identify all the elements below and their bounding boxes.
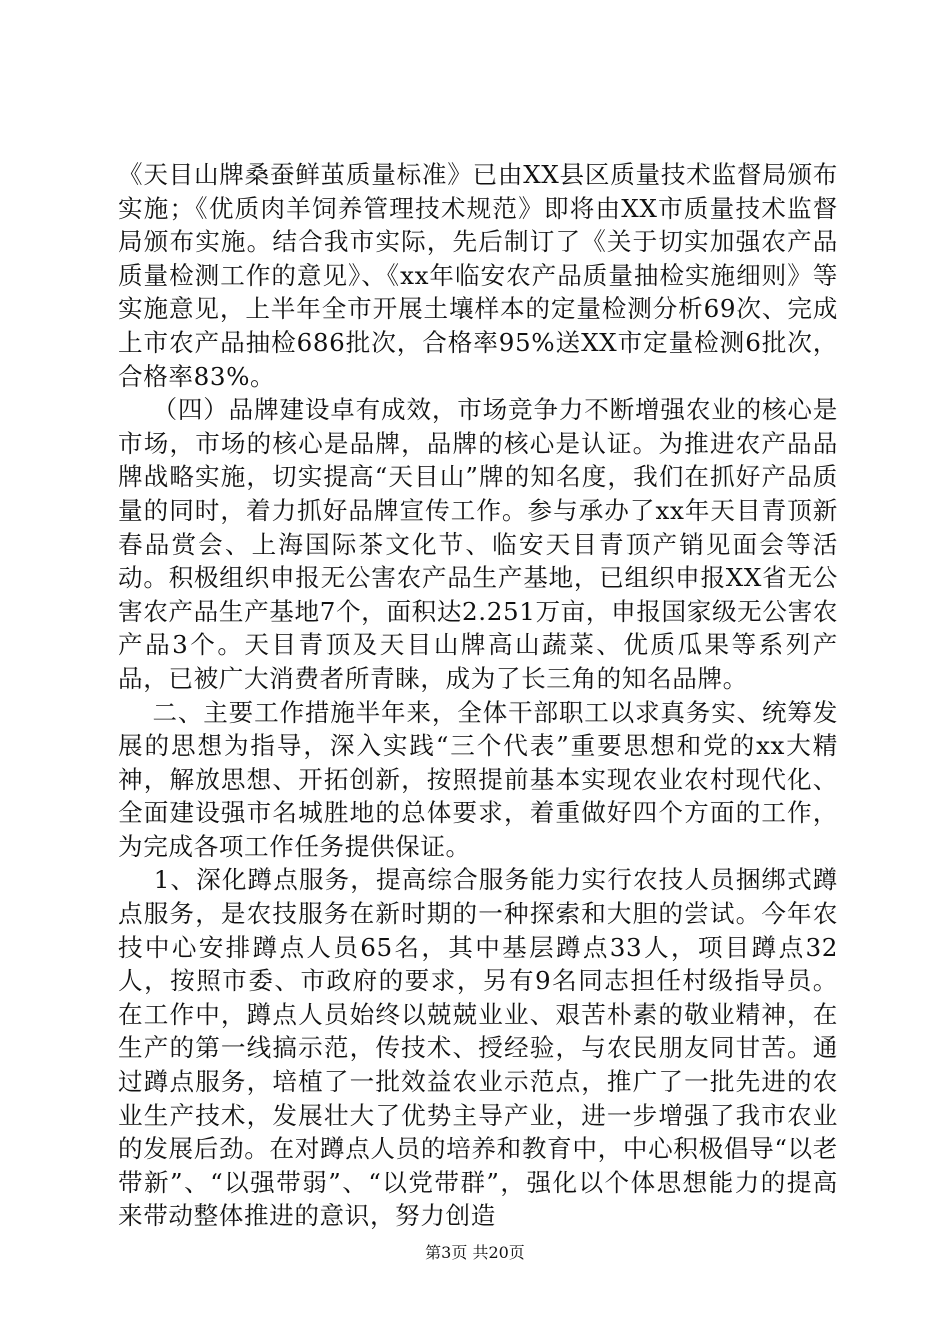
- paragraph-field-service: 1、深化蹲点服务，提高综合服务能力实行农技人员捆绑式蹲点服务，是农技服务在新时期的一种探索和大胆的尝试。今年农技中心安排蹲点人员65名，其中基层蹲点33人，项目蹲点32人，按照市委、市政府的要求，另有9名同志担任村级指导员。在工作中，蹲点人员始终以兢兢业业、艰苦朴素的敬业精神，在生产的第一线搞示范，传技术、授经验，与农民朋友同甘苦。通过蹲点服务，培植了一批效益农业示范点，推广了一批先进的农业生产技术，发展壮大了优势主导产业，进一步增强了我市农业的发展后劲。在对蹲点人员的培养和教育中，中心积极倡导“以老带新”、“以强带弱”、“以党带群”，强化以个体思想能力的提高来带动整体推进的意识，努力创造: [118, 865, 839, 1231]
- paragraph-quality-standards: 《天目山牌桑蚕鲜茧质量标准》已由XX县区质量技术监督局颁布实施；《优质肉羊饲养管理技术规范》即将由XX市质量技术监督局颁布实施。结合我市实际，先后制订了《关于切实加强农产品质量检测工作的意见》、《xx年临安农产品质量抽检实施细则》等实施意见，上半年全市开展土壤样本的定量检测分析69次、完成上市农产品抽检686批次，合格率95%送XX市定量检测6批次，合格率83%。: [118, 160, 838, 391]
- document-body: [118, 158, 838, 1233]
- paragraph-main-measures: 二、主要工作措施半年来，全体干部职工以求真务实、统筹发展的思想为指导，深入实践“三个代表”重要思想和党的xx大精神，解放思想、开拓创新，按照提前基本实现农业农村现代化、全面建设强市名城胜地的总体要求，着重做好四个方面的工作，为完成各项工作任务提供保证。: [118, 697, 838, 861]
- page-number-footer: 第3页 共20页: [425, 1243, 525, 1262]
- paragraph-brand-building: （四）品牌建设卓有成效，市场竞争力不断增强农业的核心是市场，市场的核心是品牌，品牌的核心是认证。为推进农产品品牌战略实施，切实提高“天目山”牌的知名度，我们在抓好产品质量的同时，着力抓好品牌宣传工作。参与承办了xx年天目青顶新春品赏会、上海国际茶文化节、临安天目青顶产销见面会等活动。积极组织申报无公害农产品生产基地，已组织申报XX省无公害农产品生产基地7个，面积达2.251万亩，申报国家级无公害农产品3个。天目青顶及天目山牌高山蔬菜、优质瓜果等系列产品，已被广大消费者所青睐，成为了长三角的知名品牌。: [118, 395, 838, 693]
